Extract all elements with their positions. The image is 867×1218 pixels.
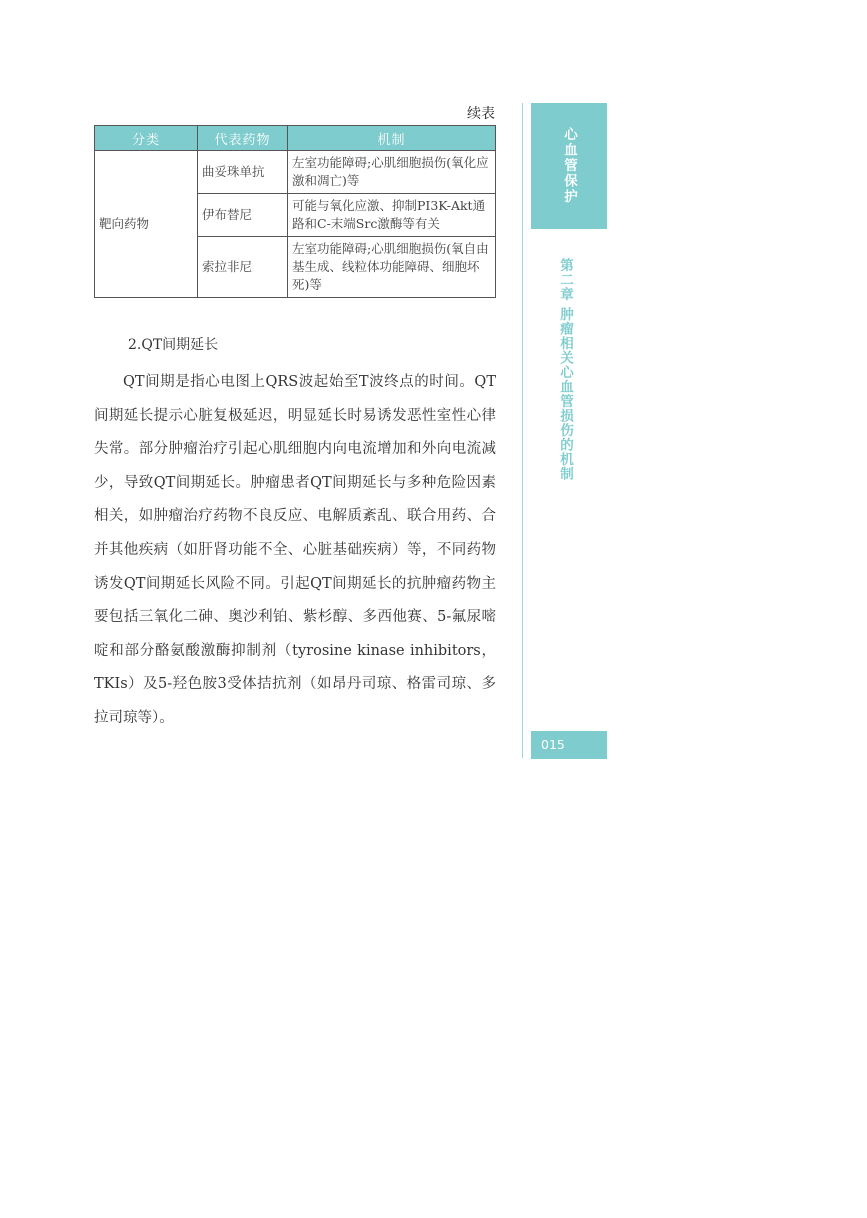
drug-cell: 曲妥珠单抗: [198, 151, 288, 194]
sidebar-divider: [522, 103, 523, 758]
table-continued-label: 续表: [467, 106, 495, 122]
sidebar-section-title: 心血管保护: [561, 127, 577, 205]
table-row: [95, 151, 496, 194]
body-paragraph: QT间期是指心电图上QRS波起始至T波终点的时间。QT间期延长提示心脏复极延迟，明显延长时易诱发恶性室性心律失常。部分肿瘤治疗引起心肌细胞内向电流增加和外向电流减少，导致QT间期延长。肿瘤患者QT间期延长与多种危险因素相关，如肿瘤治疗药物不良反应、电解质紊乱、联合用药、合并其他疾病（如肝肾功能不全、心脏基础疾病）等，不同药物诱发QT间期延长风险不同。引起QT间期延长的抗肿瘤药物主要包括三氧化二砷、奥沙利铂、紫杉醇、多西他赛、5-氟尿嘧啶和部分酪氨酸激酶抑制剂（tyrosine kinase inhibitors，TKIs）及5-羟色胺3受体拮抗剂（如昂丹司琼、格雷司琼、多拉司琼等）。: [94, 374, 496, 726]
header-drug: 代表药物: [198, 126, 288, 151]
mechanism-cell: 可能与氧化应激、抑制PI3K-Akt通路和C-末端Src激酶等有关: [288, 194, 496, 237]
mechanism-cell: 左室功能障碍;心肌细胞损伤(氧自由基生成、线粒体功能障碍、细胞坏死)等: [288, 237, 496, 298]
sidebar-chapter-title: 第二章 肿瘤相关心血管损伤的机制: [557, 258, 573, 482]
header-category: 分类: [95, 126, 198, 151]
drug-cell: 伊布替尼: [198, 194, 288, 237]
section-heading: 2.QT间期延长: [128, 337, 219, 353]
category-cell: 靶向药物: [95, 151, 198, 298]
table-header-row: [95, 126, 496, 151]
header-mechanism: 机制: [288, 126, 496, 151]
sidebar-section-tab: [531, 103, 607, 229]
mechanism-cell: 左室功能障碍;心肌细胞损伤(氧化应激和凋亡)等: [288, 151, 496, 194]
page-number: 015: [531, 731, 607, 759]
drug-mechanism-table: [94, 125, 496, 298]
drug-cell: 索拉非尼: [198, 237, 288, 298]
